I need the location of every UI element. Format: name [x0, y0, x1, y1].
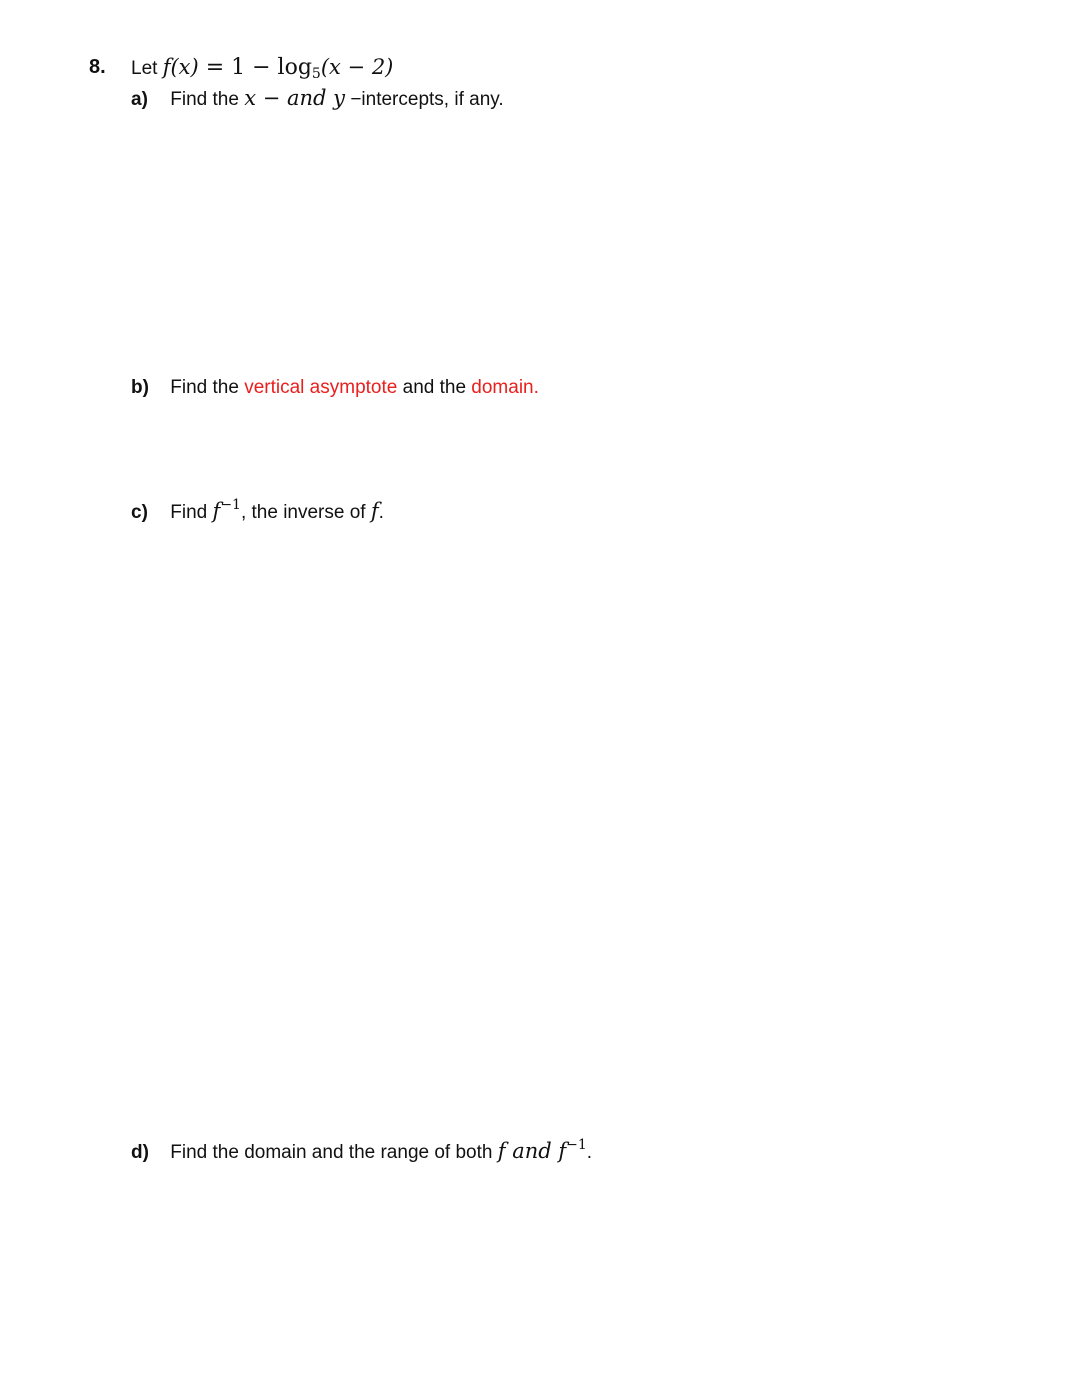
- part-a-label: a): [131, 89, 148, 110]
- function-lhs: f(x): [162, 55, 199, 79]
- part-a-text-2: −intercepts, if any.: [345, 89, 504, 110]
- part-c-math-f: f: [212, 499, 221, 523]
- part-d-math-f: f: [497, 1139, 506, 1163]
- part-a-text-1: Find the: [170, 89, 239, 110]
- part-d-math-and: and: [505, 1139, 559, 1163]
- part-c-text-1: Find: [170, 502, 208, 523]
- part-d-text-2: .: [586, 1142, 593, 1163]
- part-b-highlight-domain: domain.: [471, 377, 539, 398]
- function-argument: (x − 2): [320, 55, 394, 79]
- part-c-question: [131, 493, 384, 525]
- part-b-question: [131, 376, 539, 400]
- part-d-label: d): [131, 1142, 149, 1163]
- part-c-text-3: .: [378, 502, 384, 523]
- part-a-math-x: x: [244, 86, 257, 110]
- part-a-math-y: y: [333, 86, 346, 110]
- part-c-math-f2: f: [370, 499, 379, 523]
- problem-number: 8.: [89, 56, 106, 78]
- part-c-text-2: , the inverse of: [240, 502, 366, 523]
- part-d-math-f2: f: [558, 1139, 567, 1163]
- part-b-text-2: and the: [397, 377, 472, 398]
- part-a-math-and: − and: [256, 86, 334, 110]
- function-equation: = 1 − log: [198, 55, 312, 80]
- part-d-question: [131, 1133, 592, 1165]
- part-d-text-1: Find the domain and the range of both: [170, 1142, 493, 1163]
- part-d-math-sup: −1: [566, 1137, 587, 1153]
- part-b-text-1: Find the: [170, 377, 245, 398]
- log-base: 5: [311, 66, 321, 82]
- problem-intro: Let: [131, 58, 158, 79]
- part-b-highlight-vertical-asymptote: vertical asymptote: [244, 377, 398, 398]
- part-b-label: b): [131, 377, 149, 398]
- part-c-label: c): [131, 502, 148, 523]
- part-c-math-sup: −1: [220, 497, 241, 513]
- problem-statement: [131, 55, 393, 86]
- part-a-question: [131, 86, 504, 112]
